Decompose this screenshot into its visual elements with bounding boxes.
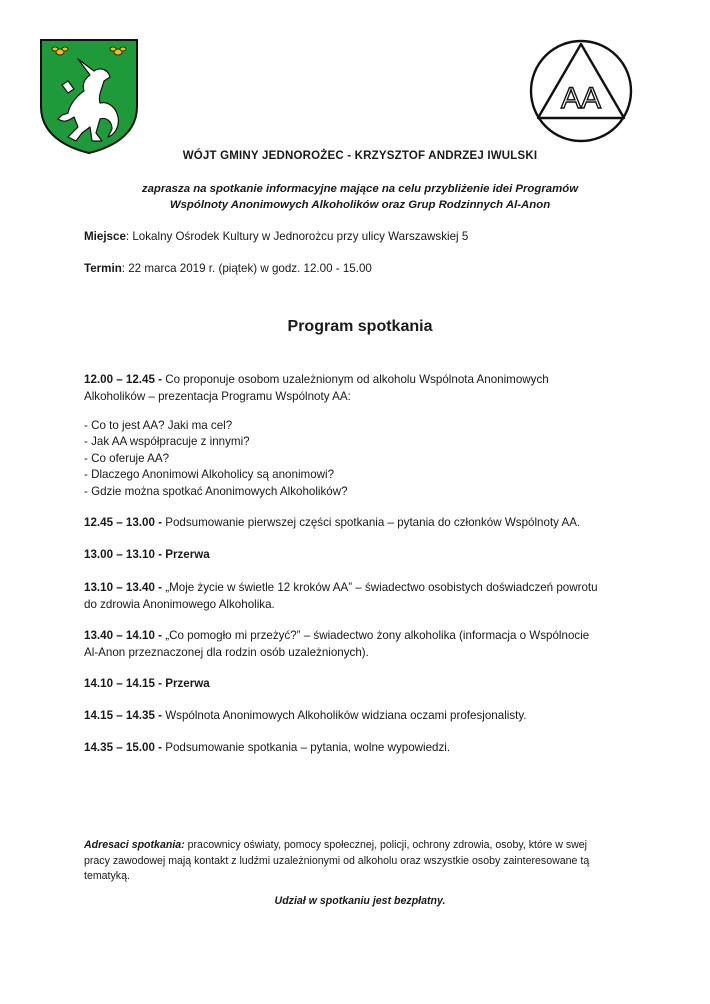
program-item-time: 14.10 – 14.15 - Przerwa: [84, 677, 210, 690]
program-heading: Program spotkania: [287, 318, 433, 335]
addressees-text-cont: tematyką.: [84, 870, 130, 882]
list-item: - Co oferuje AA?: [84, 451, 170, 465]
aa-logo-text: AA: [560, 82, 602, 115]
program-item-text: Co proponuje osobom uzależnionym od alkoholu Wspólnota Anonimowych: [162, 373, 549, 386]
addressees-label: Adresaci spotkania:: [84, 839, 185, 851]
program-item: [84, 515, 644, 532]
program-item-text-cont: Al-Anon przeznaczonej dla rodzin osób uzależnionych).: [84, 645, 369, 659]
addressees-text: pracownicy oświaty, pomocy społecznej, policji, ochrony zdrowia, osoby, które w swej: [184, 839, 588, 851]
program-item-time: 13.40 – 14.10 -: [84, 629, 162, 642]
program-item: [84, 708, 644, 725]
program-item: [84, 740, 644, 757]
term-info: [84, 262, 372, 275]
questions-list: [84, 418, 348, 500]
program-item-time: 14.15 – 14.35 -: [84, 709, 162, 722]
addressees-paragraph: [84, 838, 639, 885]
program-item-time: 13.00 – 13.10 - Przerwa: [84, 548, 210, 561]
program-item-text: Podsumowanie pierwszej części spotkania – pytania do członków Wspólnoty AA.: [162, 516, 581, 529]
term-value: : 22 marca 2019 r. (piątek) w godz. 12.00 - 15.00: [121, 262, 372, 275]
program-item-text-cont: do zdrowia Anonimowego Alkoholika.: [84, 597, 275, 611]
free-participation-note: Udział w spotkaniu jest bezpłatny.: [274, 895, 446, 907]
program-item-text: „Co pomogło mi przeżyć?” – świadectwo żony alkoholika (informacja o Wspólnocie: [162, 629, 590, 642]
subtitle-line-1: zaprasza na spotkanie informacyjne mające na celu przybliżenie idei Programów: [141, 183, 579, 195]
aa-circle-triangle-logo: [528, 38, 634, 144]
subtitle-line-2: Wspólnoty Anonimowych Alkoholików oraz Grup Rodzinnych Al-Anon: [169, 199, 551, 211]
program-item-time: 12.00 – 12.45 -: [84, 373, 162, 386]
place-value: : Lokalny Ośrodek Kultury w Jednorożcu przy ulicy Warszawskiej 5: [125, 230, 469, 243]
term-label: Termin: [84, 262, 122, 275]
program-item: [84, 580, 644, 613]
unicorn-crest-logo: [38, 37, 140, 155]
program-item-text: „Moje życie w świetle 12 kroków AA” – świadectwo osobistych doświadczeń powrotu: [162, 581, 598, 594]
program-item-text-cont: Alkoholików – prezentacja Programu Wspólnoty AA:: [84, 389, 351, 403]
program-item-time: 14.35 – 15.00 -: [84, 741, 162, 754]
program-item: [84, 372, 644, 405]
list-item: - Co to jest AA? Jaki ma cel?: [84, 419, 233, 432]
place-info: [84, 230, 468, 243]
program-item-time: 12.45 – 13.00 -: [84, 516, 162, 529]
program-item-break: [84, 547, 644, 564]
invitation-subtitle: [60, 181, 660, 213]
program-item-time: 13.10 – 13.40 -: [84, 581, 162, 594]
place-label: Miejsce: [84, 230, 126, 243]
addressees-text-cont: pracy zawodowej mają kontakt z ludźmi uzależnionymi od alkoholu oraz wszystkie osoby zainteresowane tą: [84, 854, 590, 867]
program-item-break: [84, 676, 644, 693]
list-item: - Gdzie można spotkać Anonimowych Alkoholików?: [84, 484, 348, 498]
list-item: - Jak AA współpracuje z innymi?: [84, 435, 250, 449]
program-item-text: Podsumowanie spotkania – pytania, wolne wypowiedzi.: [162, 741, 451, 754]
page-title: WÓJT GMINY JEDNOROŻEC - KRZYSZTOF ANDRZEJ IWULSKI: [182, 150, 538, 162]
program-item: [84, 628, 644, 661]
program-item-text: Wspólnota Anonimowych Alkoholików widziana oczami profesjonalisty.: [162, 709, 527, 722]
list-item: - Dlaczego Anonimowi Alkoholicy są anonimowi?: [84, 468, 335, 482]
